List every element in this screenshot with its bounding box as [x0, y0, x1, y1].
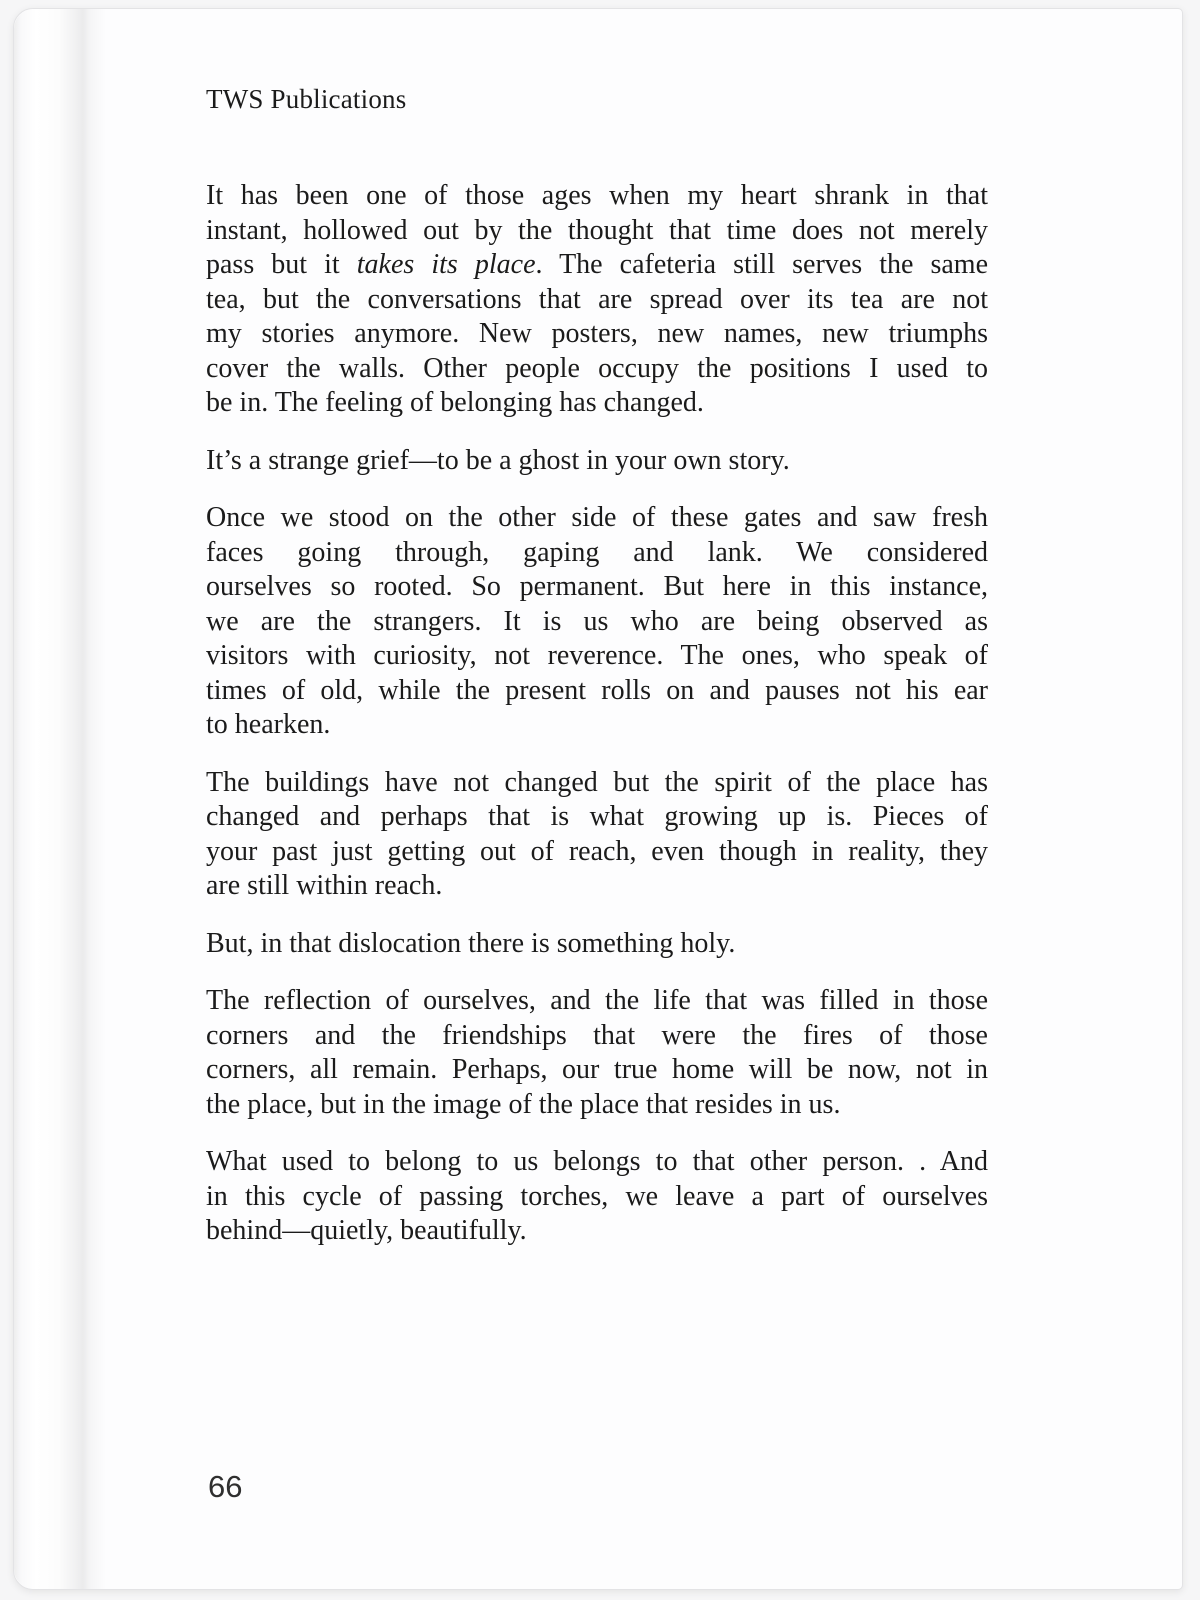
text-run: But, in that dislocation there is something holy.: [206, 927, 736, 959]
text-run: . The cafeteria still serves the same: [535, 249, 988, 280]
text-line: [206, 1214, 988, 1249]
text-run: are still within reach.: [206, 870, 443, 901]
text-run: What used to belong to us belongs to that other person. . And: [206, 1146, 988, 1177]
text-run: The buildings have not changed but the spirit of the place has: [206, 766, 988, 798]
paragraph: [206, 179, 988, 421]
paragraph: [206, 1145, 988, 1249]
text-line: [206, 570, 988, 605]
text-line: [206, 1053, 988, 1088]
body-text: [206, 179, 988, 1272]
text-run: faces going through, gaping and lank. We considered: [206, 536, 988, 568]
text-run: the place, but in the image of the place that resides in us.: [206, 1088, 841, 1120]
text-run: times of old, while the present rolls on and pauses not his ear: [206, 674, 988, 706]
text-line: [206, 927, 988, 962]
text-run: The reflection of ourselves, and the life that was filled in those: [206, 985, 988, 1016]
text-line: [206, 835, 988, 870]
text-run: corners, all remain. Perhaps, our true home will be now, not in: [206, 1054, 988, 1085]
text-line: [206, 283, 988, 318]
text-line: [206, 444, 988, 479]
text-line: [206, 766, 988, 801]
text-line: [206, 1180, 988, 1215]
text-run: visitors with curiosity, not reverence. The ones, who speak of: [206, 640, 988, 671]
text-line: [206, 248, 988, 283]
text-line: [206, 214, 988, 249]
text-line: [206, 386, 988, 421]
paragraph: [206, 766, 988, 904]
text-run: It has been one of those ages when my heart shrank in that: [206, 180, 988, 211]
text-run: my stories anymore. New posters, new names, new triumphs: [206, 318, 988, 349]
text-line: [206, 800, 988, 835]
text-line: [206, 179, 988, 214]
text-line: [206, 639, 988, 674]
text-run: Once we stood on the other side of these gates and saw fresh: [206, 502, 988, 533]
text-line: [206, 352, 988, 387]
paragraph: [206, 501, 988, 743]
text-line: [206, 605, 988, 640]
text-line: [206, 1019, 988, 1054]
paragraph: [206, 927, 988, 962]
text-run: your past just getting out of reach, even though in reality, they: [206, 835, 988, 867]
text-run: in this cycle of passing torches, we leave a part of ourselves: [206, 1180, 988, 1212]
running-header: TWS Publications: [206, 84, 407, 114]
text-run: corners and the friendships that were the fires of those: [206, 1019, 988, 1051]
text-run: ourselves so rooted. So permanent. But here in this instance,: [206, 571, 988, 602]
text-run: tea, but the conversations that are spread over its tea are not: [206, 283, 988, 315]
text-run: pass but it: [206, 249, 357, 280]
text-line: [206, 674, 988, 709]
text-run: be in. The feeling of belonging has changed.: [206, 387, 704, 418]
book-page: [13, 8, 1183, 1590]
text-line: [206, 536, 988, 571]
text-run: we are the strangers. It is us who are being observed as: [206, 605, 988, 637]
text-line: [206, 317, 988, 352]
text-line: [206, 984, 988, 1019]
text-line: [206, 501, 988, 536]
italic-text-run: takes its place: [356, 249, 536, 280]
book-spine-shading: [14, 9, 124, 1589]
paragraph: [206, 444, 988, 479]
text-run: It’s a strange grief—to be a ghost in your own story.: [206, 444, 790, 476]
text-line: [206, 1088, 988, 1123]
text-run: changed and perhaps that is what growing up is. Pieces of: [206, 801, 988, 832]
text-run: to hearken.: [206, 709, 331, 740]
text-line: [206, 869, 988, 904]
text-run: instant, hollowed out by the thought that time does not merely: [206, 214, 988, 246]
text-run: behind—quietly, beautifully.: [206, 1215, 527, 1246]
page-number: 66: [208, 1469, 243, 1504]
paragraph: [206, 984, 988, 1122]
text-run: cover the walls. Other people occupy the positions I used to: [206, 352, 988, 384]
text-line: [206, 1145, 988, 1180]
text-line: [206, 708, 988, 743]
